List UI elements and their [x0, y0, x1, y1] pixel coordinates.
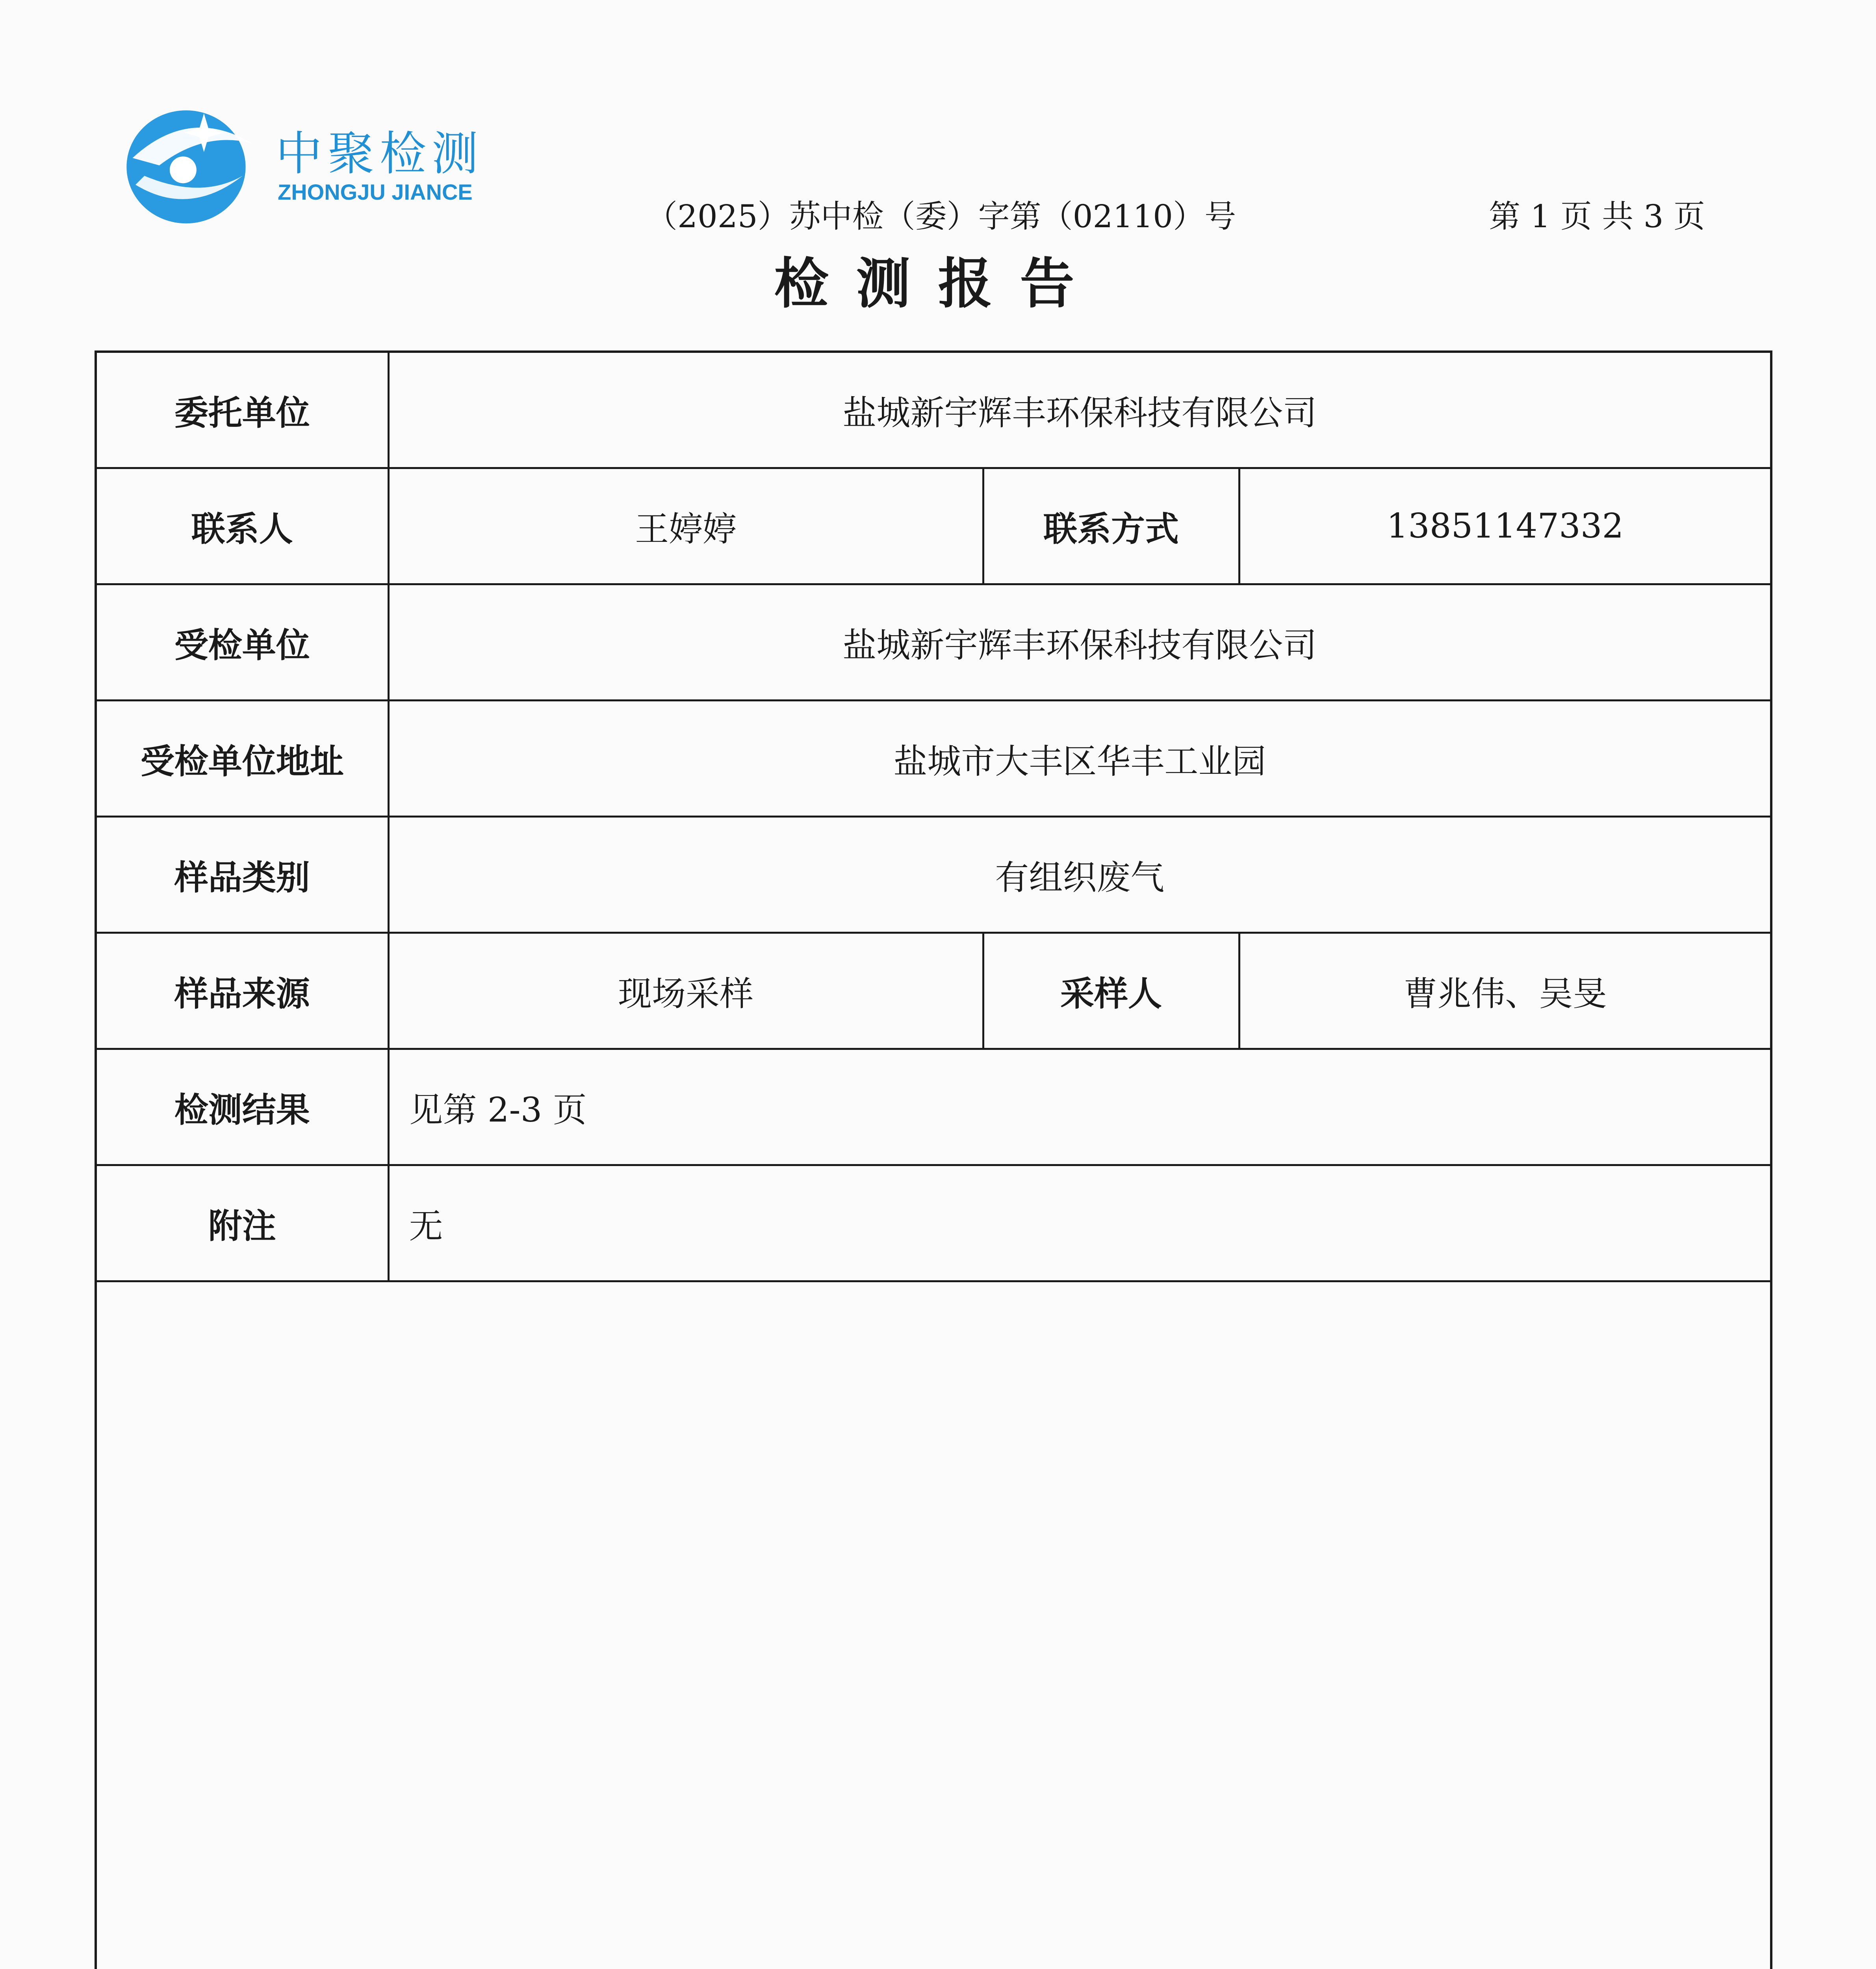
address-label: 受检单位地址 [97, 701, 388, 817]
phone-label: 联系方式 [983, 468, 1239, 584]
table-row [97, 1165, 1770, 1281]
sampler-value: 曹兆伟、吴旻 [1239, 933, 1770, 1049]
sample-source-value: 现场采样 [388, 933, 983, 1049]
result-value: 见第 2-3 页 [388, 1049, 1770, 1165]
inspected-unit-value: 盐城新宇辉丰环保科技有限公司 [388, 584, 1770, 701]
table-row [97, 353, 1770, 468]
phone-value: 13851147332 [1239, 468, 1770, 584]
address-value: 盐城市大丰区华丰工业园 [388, 701, 1770, 817]
table-row [97, 701, 1770, 817]
result-label: 检测结果 [97, 1049, 388, 1165]
info-table [97, 353, 1770, 1282]
brand-name-cn: 中聚检测 [276, 126, 484, 181]
sample-type-label: 样品类别 [97, 817, 388, 933]
inspected-unit-label: 受检单位 [97, 584, 388, 701]
contact-label: 联系人 [97, 468, 388, 584]
page-indicator: 第 1 页 共 3 页 [1489, 198, 1705, 235]
sampler-label: 采样人 [983, 933, 1239, 1049]
table-row [97, 468, 1770, 584]
table-row [97, 817, 1770, 933]
client-label: 委托单位 [97, 353, 388, 468]
report-number: （2025）苏中检（委）字第（02110）号 [646, 198, 1236, 235]
client-value: 盐城新宇辉丰环保科技有限公司 [388, 353, 1770, 468]
document-title: 检测报告 [774, 251, 1102, 315]
note-value: 无 [388, 1165, 1770, 1281]
sample-source-label: 样品来源 [97, 933, 388, 1049]
zhongju-jiance-logo-icon [114, 98, 264, 232]
brand-name-en: ZHONGJU JIANCE [278, 180, 473, 204]
table-row [97, 584, 1770, 701]
table-row [97, 1049, 1770, 1165]
sample-type-value: 有组织废气 [388, 817, 1770, 933]
contact-value: 王婷婷 [388, 468, 983, 584]
note-label: 附注 [97, 1165, 388, 1281]
table-row [97, 933, 1770, 1049]
